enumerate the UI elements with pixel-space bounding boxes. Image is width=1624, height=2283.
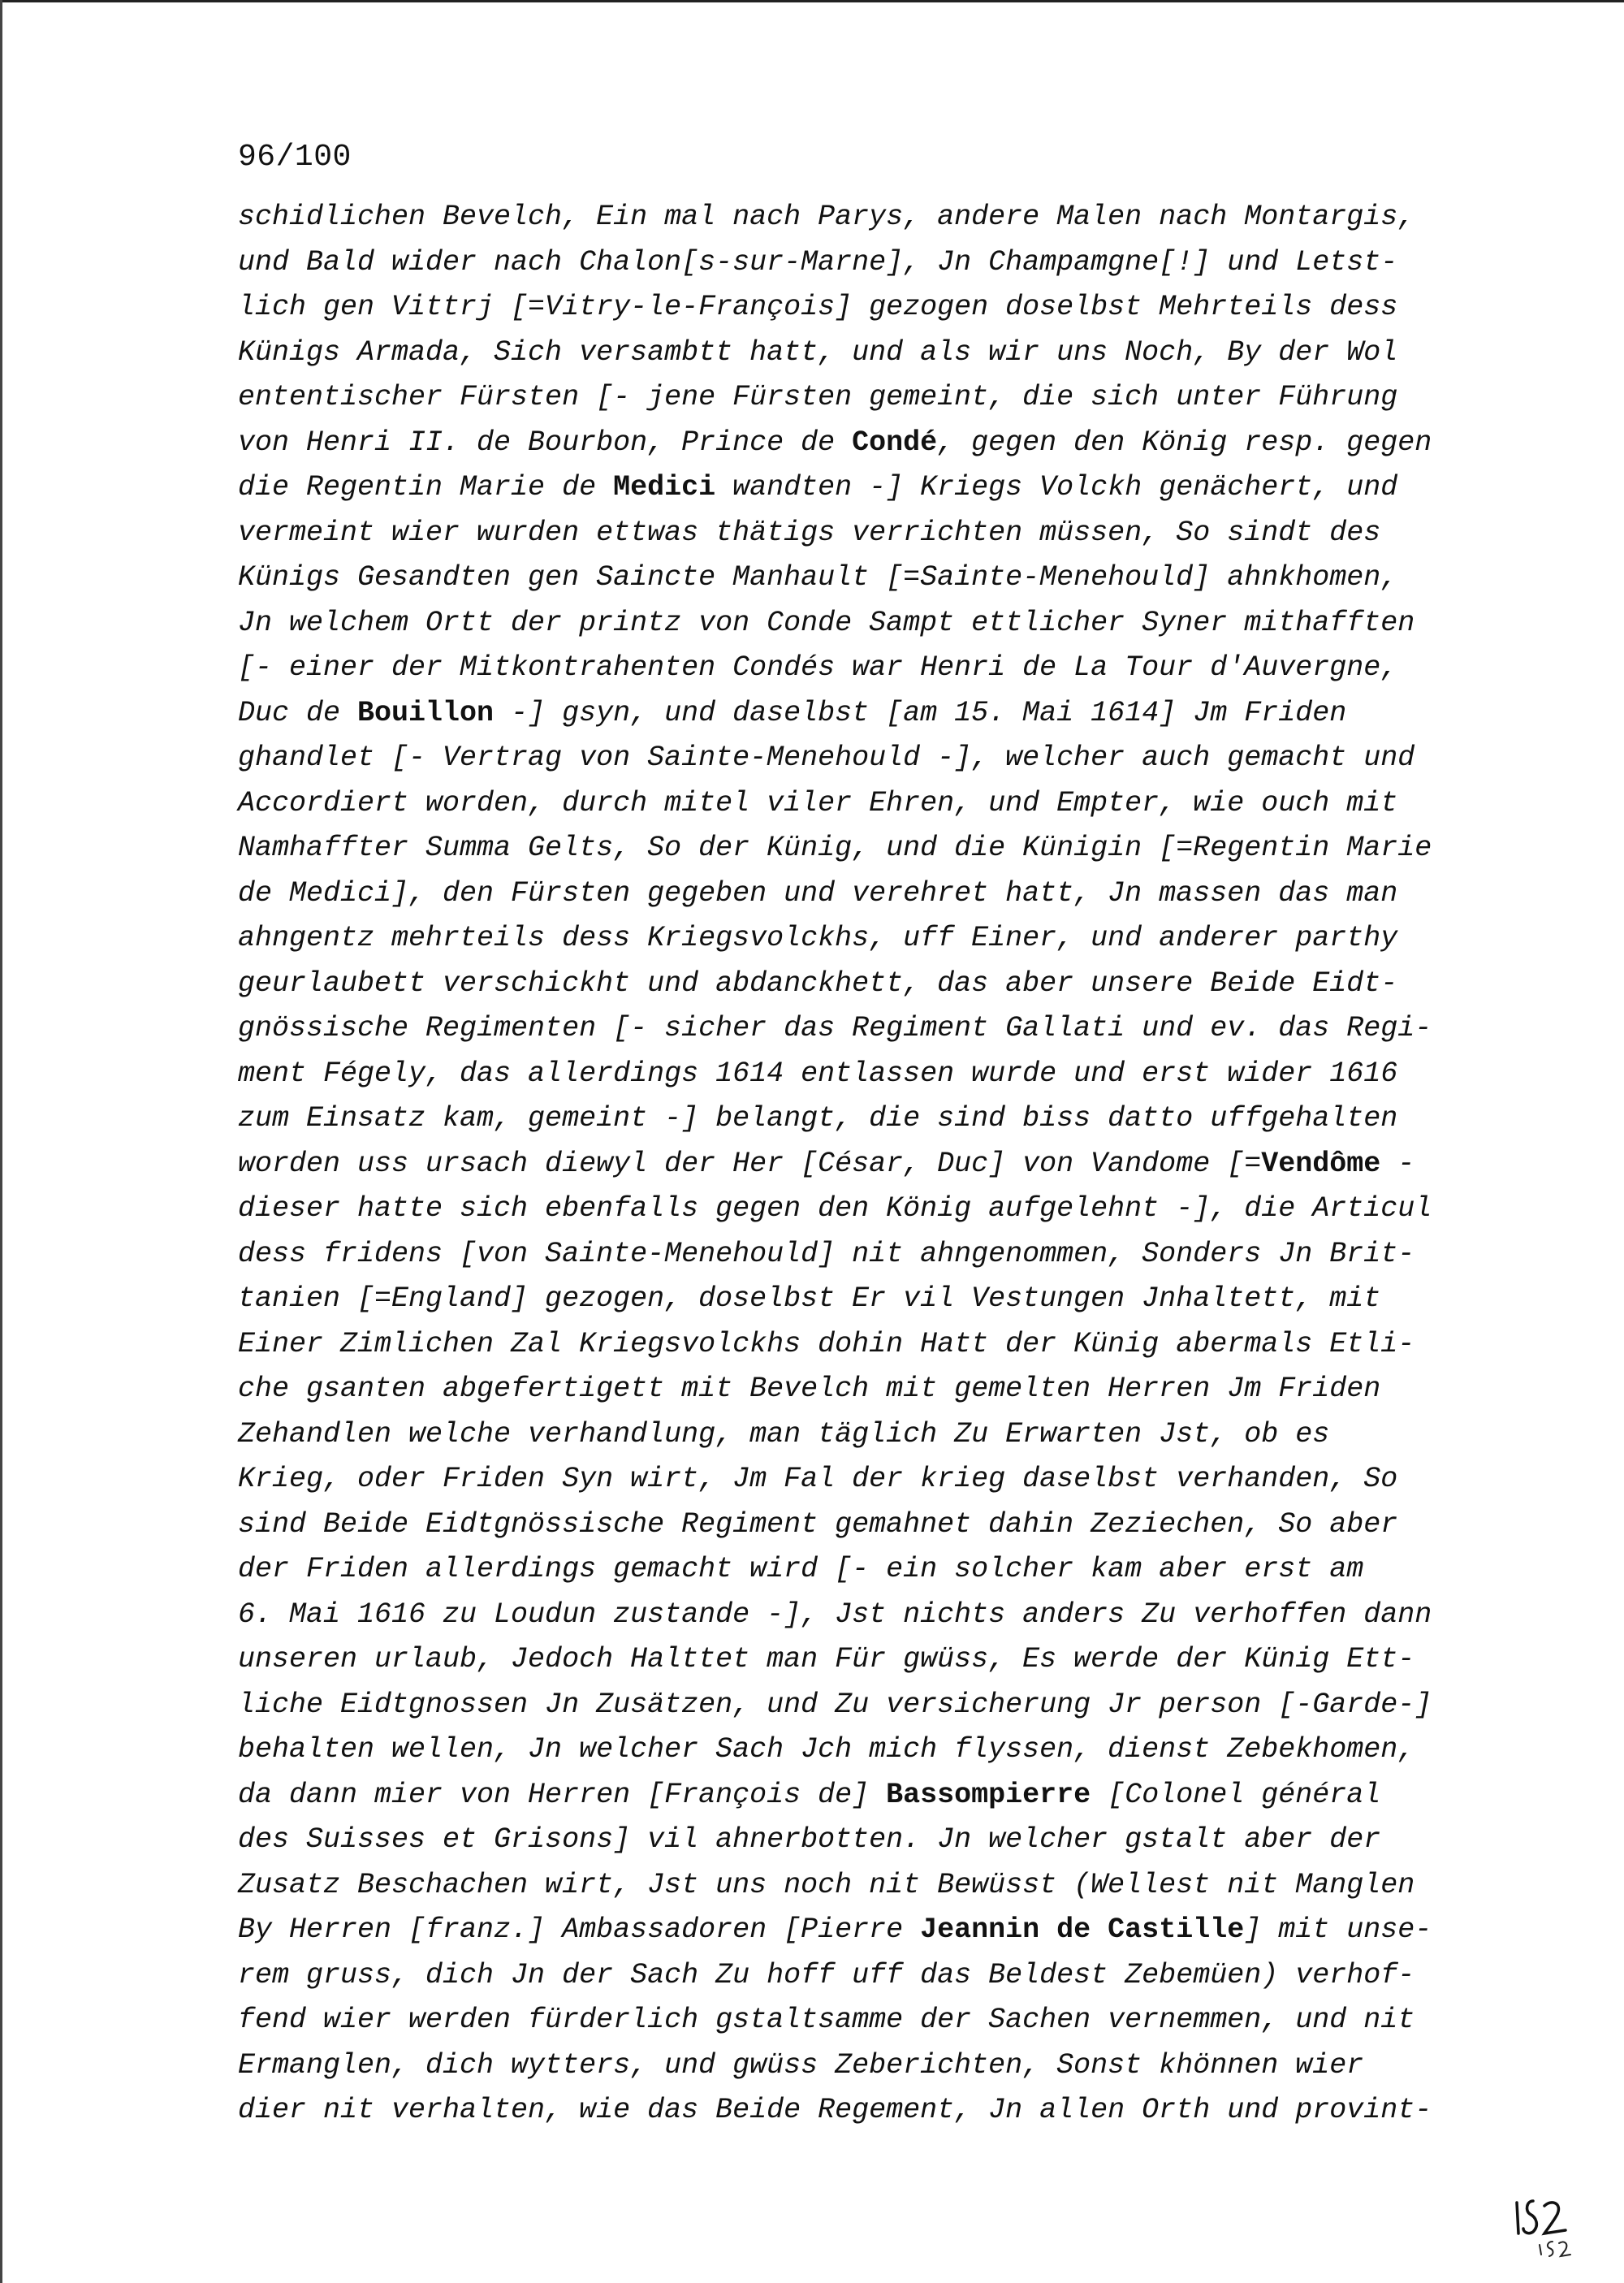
text-line (238, 1457, 1586, 1503)
text-line (238, 1503, 1586, 1548)
text-segment: unseren urlaub, Jedoch Halttet man Für gwüss, Es werde der Künig Ett- (238, 1643, 1415, 1675)
text-segment: Künigs Armada, Sich versambtt hatt, und als wir uns Noch, By der Wol (238, 335, 1398, 369)
text-line (238, 375, 1586, 421)
text-line (238, 1367, 1586, 1412)
transcription-body (238, 195, 1586, 2134)
text-line (238, 240, 1586, 286)
text-line (238, 826, 1586, 871)
text-line (238, 1232, 1586, 1278)
text-segment: behalten wellen, Jn welcher Sach Jch mich flyssen, dienst Zebekhomen, (238, 1733, 1415, 1766)
text-line (238, 1683, 1586, 1728)
text-line (238, 1277, 1586, 1322)
text-segment: gnössische Regimenten [- sicher das Regiment Gallati und ev. das Regi- (238, 1012, 1432, 1044)
text-line (238, 962, 1586, 1007)
text-line (238, 1818, 1586, 1863)
text-segment: Zusatz Beschachen wirt, Jst uns noch nit Bewüsst (Wellest nit Manglen (238, 1868, 1415, 1901)
text-line (238, 511, 1586, 556)
text-segment: ment Fégely, das allerdings 1614 entlassen wurde und erst wider 1616 (238, 1057, 1398, 1090)
text-segment: Jn welchem Ortt der printz von Conde Sampt ettlicher Syner mithafften (238, 606, 1415, 639)
text-segment: des Suisses et Grisons] vil ahnerbotten. Jn welcher gstalt aber der (238, 1823, 1381, 1856)
text-line (238, 871, 1586, 917)
text-segment: rem gruss, dich Jn der Sach Zu hoff uff das Beldest Zebemüen) verhof- (238, 1958, 1415, 1991)
text-segment: und Bald wider nach Chalon[s-sur-Marne], Jn Champamgne[!] und Letst- (238, 245, 1398, 279)
text-line (238, 781, 1586, 827)
scan-edge-top (0, 0, 1624, 2)
text-segment: 6. Mai 1616 zu Loudun zustande -], Jst nichts anders Zu verhoffen dann (238, 1598, 1432, 1631)
text-line (238, 1322, 1586, 1368)
text-line (238, 2088, 1586, 2134)
text-line (238, 601, 1586, 646)
text-line (238, 1096, 1586, 1142)
text-segment: Namhaffter Summa Gelts, So der Künig, und die Künigin [=Regentin Marie (238, 832, 1432, 864)
text-segment: ghandlet [- Vertrag von Sainte-Menehould -], welcher auch gemacht und (238, 742, 1415, 774)
text-segment: Zehandlen welche verhandlung, man täglich Zu Erwarten Jst, ob es (238, 1417, 1330, 1451)
text-line (238, 1593, 1586, 1638)
page-number: 96/100 (238, 140, 352, 175)
text-line (238, 1863, 1586, 1909)
text-line (238, 916, 1586, 962)
bold-name: Medici (613, 471, 716, 504)
text-segment: [- einer der Mitkontrahenten Condés war Henri de La Tour d'Auvergne, (238, 651, 1398, 684)
text-line (238, 556, 1586, 601)
bold-name: Bouillon (357, 696, 495, 729)
text-segment: sind Beide Eidtgnössische Regiment gemahnet dahin Zeziechen, So aber (238, 1507, 1398, 1541)
text-segment: che gsanten abgefertigett mit Bevelch mit gemelten Herren Jm Friden (238, 1373, 1381, 1405)
text-line (238, 1412, 1586, 1458)
bold-name: Vendôme (1261, 1147, 1381, 1180)
text-segment: - (1380, 1147, 1415, 1180)
text-line (238, 285, 1586, 331)
text-line (238, 1908, 1586, 1953)
text-line (238, 1547, 1586, 1593)
text-segment: liche Eidtgnossen Jn Zusätzen, und Zu versicherung Jr person [-Garde-] (238, 1688, 1432, 1721)
text-segment: geurlaubett verschickht und abdanckhett, das aber unsere Beide Eidt- (238, 966, 1398, 1000)
text-line (238, 465, 1586, 511)
text-segment: Einer Zimlichen Zal Kriegsvolckhs dohin Hatt der Künig abermals Etli- (238, 1327, 1415, 1360)
bold-name: Jeannin de Castille (920, 1913, 1245, 1946)
text-line (238, 1953, 1586, 1999)
text-segment: schidlichen Bevelch, Ein mal nach Parys, andere Malen nach Montargis, (238, 201, 1415, 233)
text-segment: da dann mier von Herren [François de] (238, 1778, 887, 1811)
text-segment: dier nit verhalten, wie das Beide Regement, Jn allen Orth und provint- (238, 2094, 1432, 2126)
text-segment: der Friden allerdings gemacht wird [- ein solcher kam aber erst am (238, 1553, 1364, 1585)
text-segment: wandten -] Kriegs Volckh genächert, und (715, 471, 1398, 504)
text-line (238, 1006, 1586, 1052)
text-segment: By Herren [franz.] Ambassadoren [Pierre (238, 1913, 921, 1946)
text-line (238, 1773, 1586, 1818)
text-segment: Accordiert worden, durch mitel viler Ehren, und Empter, wie ouch mit (238, 786, 1398, 819)
handwritten-folio-number (1512, 2193, 1585, 2258)
text-segment: zum Einsatz kam, gemeint -] belangt, die sind biss datto uffgehalten (238, 1102, 1398, 1135)
text-segment: Duc de (238, 696, 358, 729)
text-line (238, 646, 1586, 691)
text-segment: fend wier werden fürderlich gstaltsamme der Sachen vernemmen, und nit (238, 2004, 1415, 2036)
scan-edge-left (0, 0, 2, 2283)
text-segment: de Medici], den Fürsten gegeben und verehret hatt, Jn massen das man (238, 876, 1398, 910)
text-segment: dess fridens [von Sainte-Menehould] nit ahngenommen, Sonders Jn Brit- (238, 1237, 1415, 1270)
text-segment: lich gen Vittrj [=Vitry-le-François] gezogen doselbst Mehrteils dess (238, 291, 1398, 323)
text-segment: ] mit unse- (1244, 1913, 1432, 1946)
bold-name: Bassompierre (886, 1778, 1091, 1811)
text-segment: , gegen den König resp. gegen (937, 426, 1432, 459)
text-segment: -] gsyn, und daselbst [am 15. Mai 1614] Jm Friden (494, 696, 1347, 729)
bold-name: Condé (852, 426, 938, 459)
text-line (238, 736, 1586, 781)
text-line (238, 1052, 1586, 1097)
text-segment: Künigs Gesandten gen Saincte Manhault [=Sainte-Menehould] ahnkhomen, (238, 561, 1398, 594)
text-line (238, 1142, 1586, 1187)
text-line (238, 421, 1586, 466)
text-line (238, 2043, 1586, 2089)
text-line (238, 691, 1586, 737)
text-line (238, 331, 1586, 376)
text-line (238, 1637, 1586, 1683)
text-segment: Krieg, oder Friden Syn wirt, Jm Fal der krieg daselbst verhanden, So (238, 1463, 1398, 1495)
text-line (238, 1998, 1586, 2043)
text-segment: dieser hatte sich ebenfalls gegen den König aufgelehnt -], die Articul (238, 1192, 1432, 1225)
text-line (238, 1727, 1586, 1773)
text-segment: vermeint wier wurden ettwas thätigs verrichten müssen, So sindt des (238, 516, 1381, 549)
text-line (238, 1187, 1586, 1232)
text-segment: von Henri II. de Bourbon, Prince de (238, 426, 853, 459)
text-segment: worden uss ursach diewyl der Her [César, Duc] von Vandome [= (238, 1147, 1262, 1180)
text-segment: tanien [=England] gezogen, doselbst Er vil Vestungen Jnhaltett, mit (238, 1282, 1381, 1315)
text-segment: Ermanglen, dich wytters, und gwüss Zeberichten, Sonst khönnen wier (238, 2048, 1364, 2082)
text-segment: die Regentin Marie de (238, 471, 614, 504)
text-segment: ahngentz mehrteils dess Kriegsvolckhs, uff Einer, und anderer parthy (238, 922, 1398, 954)
text-line (238, 195, 1586, 240)
text-segment: ententischer Fürsten [- jene Fürsten gemeint, die sich unter Führung (238, 381, 1398, 413)
text-segment: [Colonel général (1091, 1778, 1381, 1811)
